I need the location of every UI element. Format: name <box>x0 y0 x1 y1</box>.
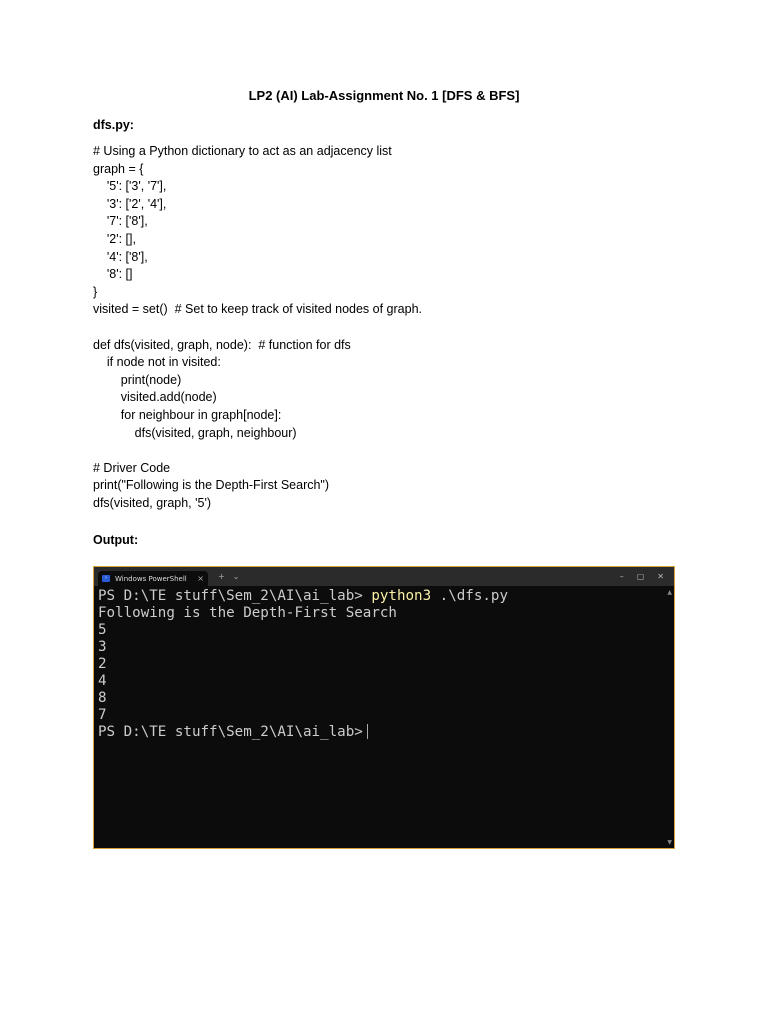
code-line: print("Following is the Depth-First Search") <box>93 478 330 493</box>
minimize-icon[interactable]: – <box>619 572 624 581</box>
terminal-output[interactable] <box>94 586 674 743</box>
command-args: .\dfs.py <box>431 588 509 604</box>
command-line <box>98 588 670 605</box>
code-line: '8': [] <box>93 267 133 282</box>
command-text: python3 <box>371 588 432 604</box>
tab-close-icon[interactable]: × <box>197 574 204 583</box>
scroll-up-icon[interactable]: ▲ <box>667 589 672 596</box>
final-prompt-text: PS D:\TE stuff\Sem_2\AI\ai_lab> <box>98 724 363 740</box>
output-line: Following is the Depth-First Search <box>98 605 397 621</box>
code-line: visited = set() # Set to keep track of visited nodes of graph. <box>93 302 422 317</box>
maximize-icon[interactable]: ▢ <box>636 572 645 581</box>
code-line: def dfs(visited, graph, node): # function for dfs <box>93 337 351 352</box>
code-line: print(node) <box>93 372 182 387</box>
code-line: '2': [], <box>93 231 136 246</box>
text-cursor <box>367 724 368 739</box>
code-line: visited.add(node) <box>93 390 217 405</box>
powershell-icon: › <box>102 575 110 582</box>
code-block <box>93 143 422 512</box>
terminal-scrollbar[interactable] <box>668 589 672 846</box>
close-icon[interactable]: ✕ <box>657 572 664 581</box>
code-line: # Driver Code <box>93 460 171 475</box>
code-line: for neighbour in graph[node]: <box>93 407 282 422</box>
code-line: graph = { <box>93 161 144 176</box>
output-line: 5 <box>98 622 107 638</box>
code-line: '3': ['2', '4'], <box>93 196 167 211</box>
filename-heading: dfs.py: <box>93 118 134 132</box>
terminal-tab-bar <box>94 567 674 586</box>
code-line: if node not in visited: <box>93 355 221 370</box>
output-heading: Output: <box>93 533 139 547</box>
code-line: dfs(visited, graph, '5') <box>93 495 212 510</box>
code-line <box>93 319 422 337</box>
terminal-window <box>93 566 675 849</box>
output-line: 2 <box>98 656 107 672</box>
output-lines <box>98 605 670 724</box>
output-line: 7 <box>98 707 107 723</box>
final-prompt-line <box>98 724 670 741</box>
code-line: } <box>93 284 98 299</box>
code-line: '4': ['8'], <box>93 249 148 264</box>
code-line: '5': ['3', '7'], <box>93 179 167 194</box>
scroll-down-icon[interactable]: ▼ <box>667 839 672 846</box>
prompt-text: PS D:\TE stuff\Sem_2\AI\ai_lab> <box>98 588 372 604</box>
output-line: 8 <box>98 690 107 706</box>
code-line: '7': ['8'], <box>93 214 148 229</box>
code-line <box>93 442 422 460</box>
output-line: 3 <box>98 639 107 655</box>
tab-windows-powershell[interactable] <box>98 571 208 586</box>
output-line: 4 <box>98 673 107 689</box>
new-tab-icon[interactable]: + <box>218 572 225 581</box>
tab-title: Windows PowerShell <box>115 574 187 583</box>
chevron-down-icon[interactable]: ⌄ <box>232 572 240 581</box>
code-line: dfs(visited, graph, neighbour) <box>93 425 297 440</box>
code-line: # Using a Python dictionary to act as an adjacency list <box>93 144 392 158</box>
page-title: LP2 (AI) Lab-Assignment No. 1 [DFS & BFS] <box>248 88 520 103</box>
